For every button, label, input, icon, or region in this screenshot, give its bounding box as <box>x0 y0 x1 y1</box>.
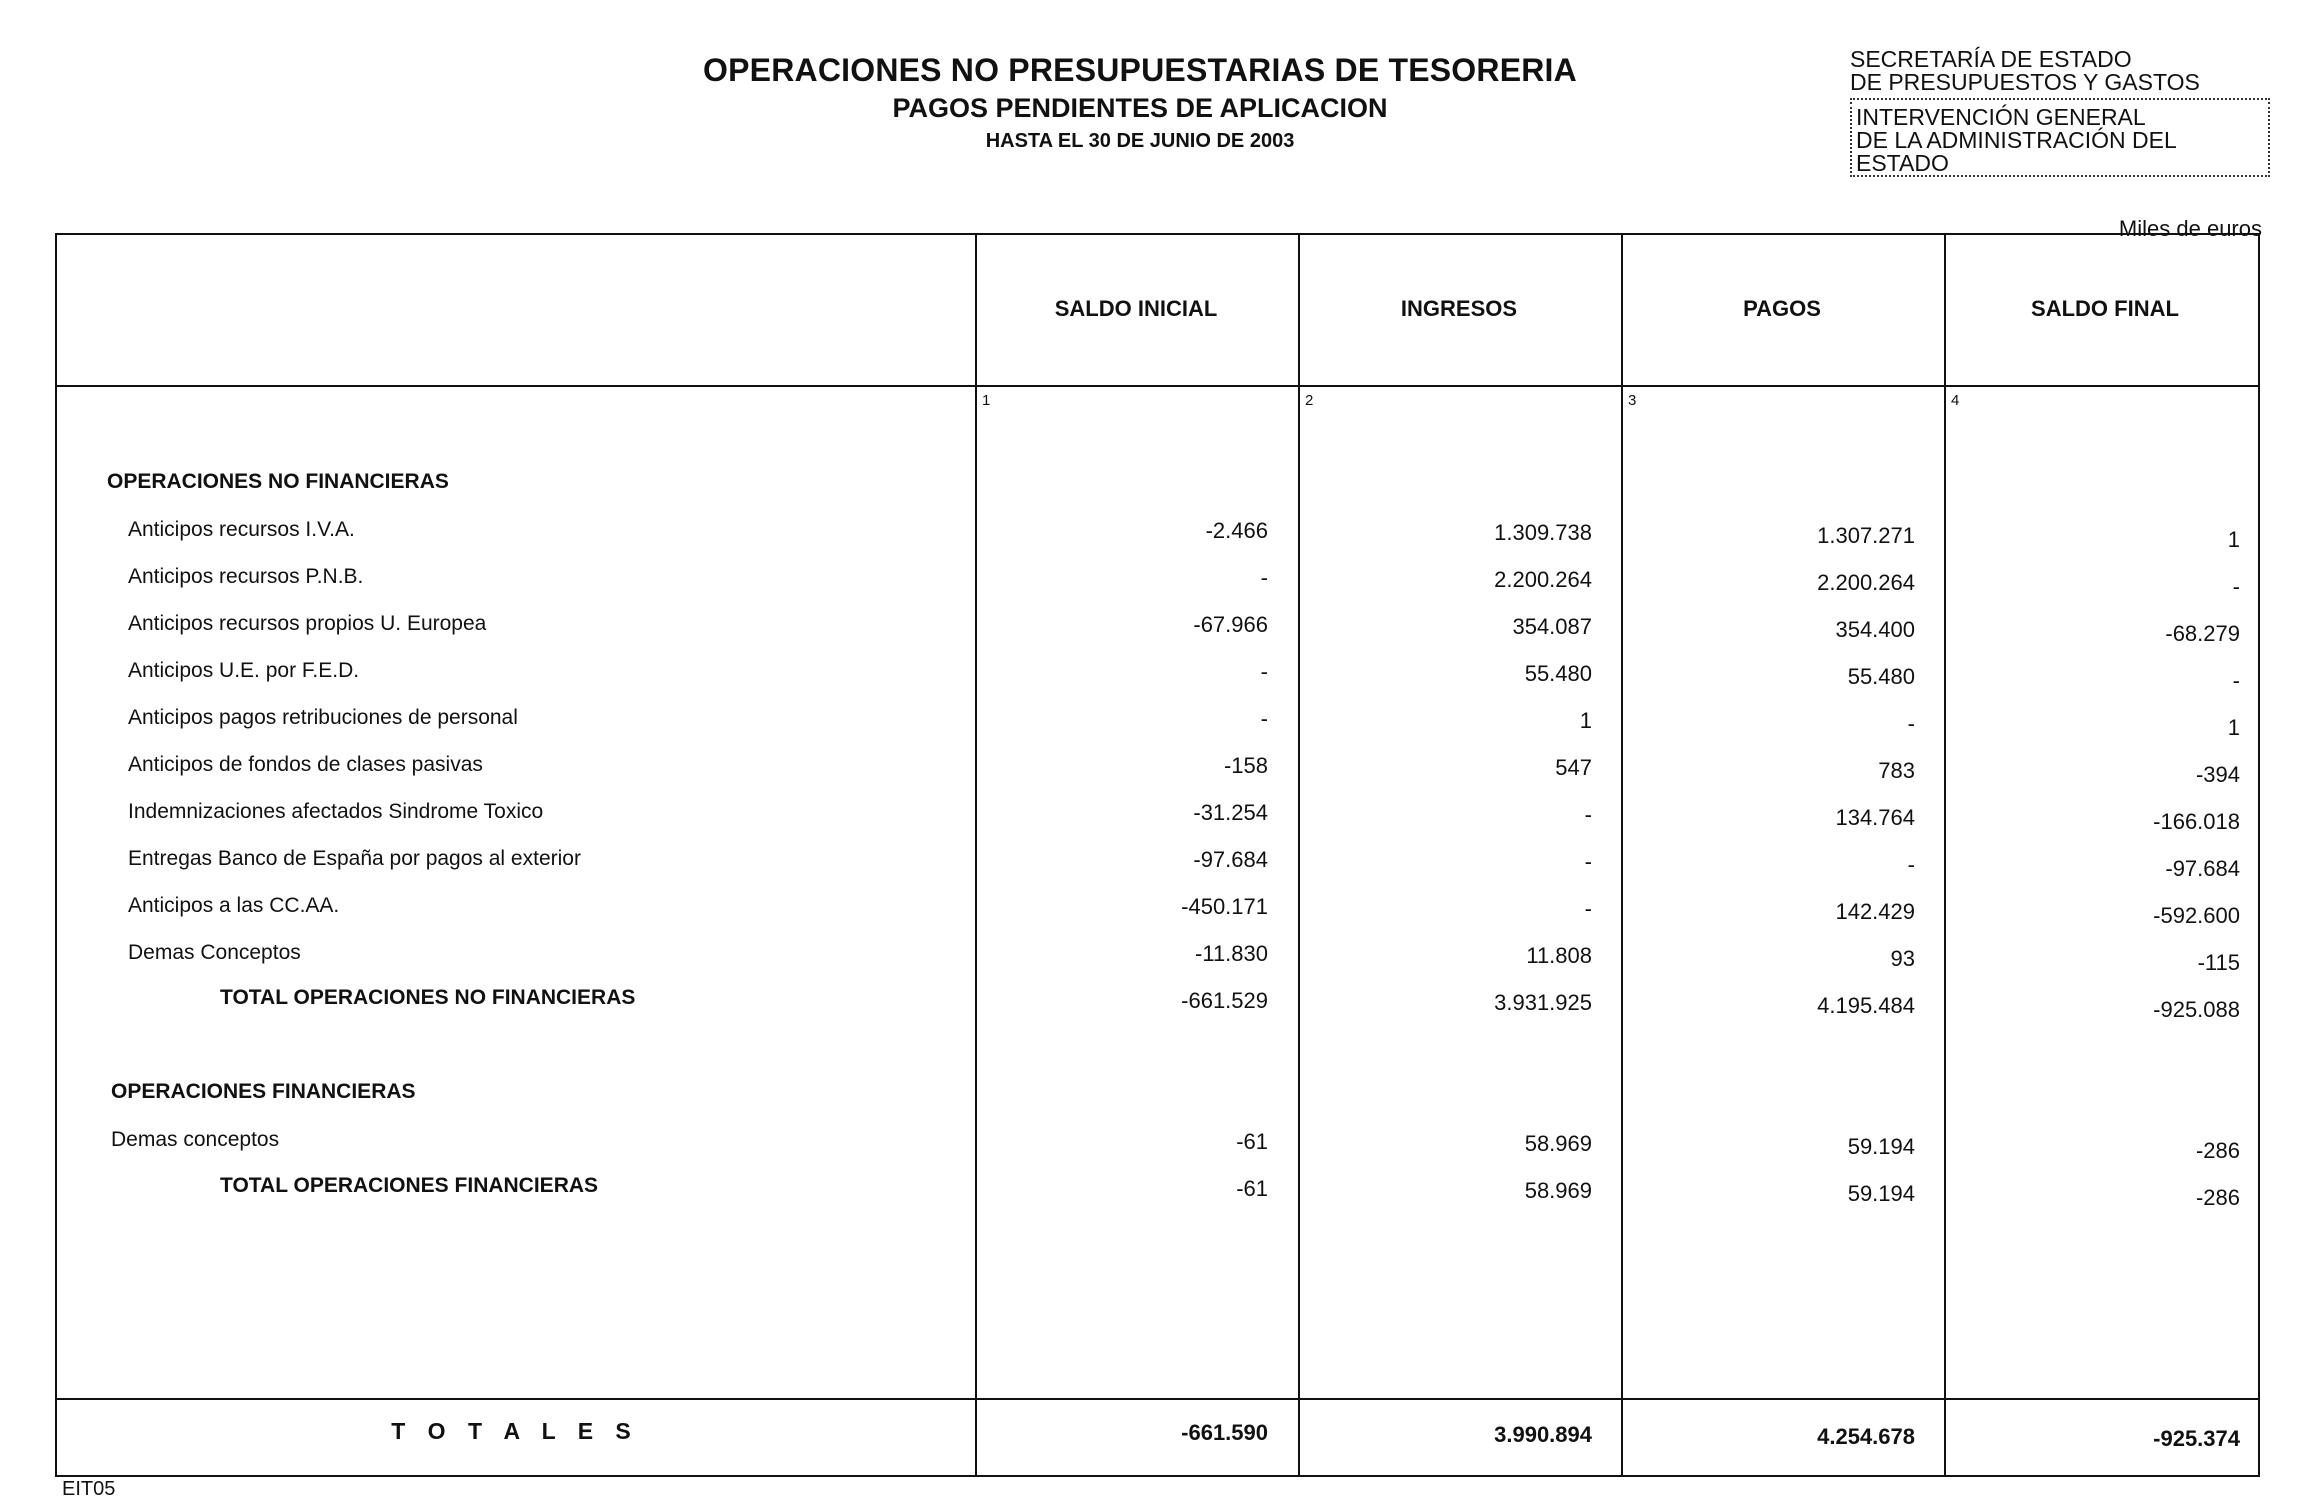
subtotal-label: TOTAL OPERACIONES FINANCIERAS <box>220 1174 599 1197</box>
cell-pagos: 134.764 <box>1835 805 1915 830</box>
row-label: Anticipos pagos retribuciones de personal <box>128 706 518 729</box>
cell-saldo-final: -592.600 <box>2153 903 2240 928</box>
cell-ingresos: - <box>1584 896 1592 921</box>
column-header-ingresos: INGRESOS <box>1400 296 1518 321</box>
column-header-pagos: PAGOS <box>1743 296 1821 321</box>
report-title: OPERACIONES NO PRESUPUESTARIAS DE TESORERIA <box>703 52 1577 88</box>
cell-saldo-final: - <box>2232 574 2240 599</box>
subtotal-label: TOTAL OPERACIONES NO FINANCIERAS <box>220 986 636 1009</box>
cell-ingresos: 3.931.925 <box>1494 990 1592 1015</box>
cell-pagos: 93 <box>1890 946 1915 971</box>
org-line-2: DE PRESUPUESTOS Y GASTOS <box>1850 71 2270 100</box>
row-label: Anticipos U.E. por F.E.D. <box>128 659 360 682</box>
cell-ingresos: 354.087 <box>1512 614 1592 639</box>
cell-pagos: - <box>1907 852 1915 877</box>
cell-saldo-final: -286 <box>2195 1185 2240 1210</box>
total-pagos: 4.254.678 <box>1817 1424 1915 1449</box>
cell-ingresos: 58.969 <box>1524 1131 1592 1156</box>
cell-saldo-final: - <box>2232 668 2240 693</box>
org-subunit-box <box>1850 102 2270 177</box>
total-saldo-inicial: -661.590 <box>1181 1420 1268 1445</box>
cell-ingresos: 547 <box>1555 755 1592 780</box>
cell-saldo-final: -286 <box>2195 1138 2240 1163</box>
cell-saldo-final: -166.018 <box>2153 809 2240 834</box>
cell-pagos: - <box>1907 711 1915 736</box>
row-label: Anticipos recursos I.V.A. <box>128 518 355 541</box>
cell-saldo-final: -394 <box>2195 762 2240 787</box>
cell-pagos: 55.480 <box>1847 664 1915 689</box>
cell-saldo-inicial: -2.466 <box>1205 518 1268 543</box>
cell-saldo-inicial: -158 <box>1223 753 1268 778</box>
row-label: Anticipos a las CC.AA. <box>128 894 340 917</box>
cell-saldo-inicial: -11.830 <box>1195 941 1268 966</box>
row-label: Anticipos recursos propios U. Europea <box>128 612 487 635</box>
column-number: 2 <box>1305 392 1314 409</box>
cell-pagos: 783 <box>1878 758 1915 783</box>
section-heading: OPERACIONES NO FINANCIERAS <box>107 470 449 493</box>
cell-saldo-inicial: -61 <box>1236 1129 1268 1154</box>
column-divider <box>1621 233 1623 1477</box>
cell-ingresos: 1.309.738 <box>1494 520 1592 545</box>
cell-pagos: 142.429 <box>1835 899 1915 924</box>
cell-saldo-inicial: -97.684 <box>1193 847 1268 872</box>
section-heading: OPERACIONES FINANCIERAS <box>111 1080 416 1103</box>
cell-ingresos: - <box>1584 849 1592 874</box>
cell-ingresos: 1 <box>1579 708 1592 733</box>
cell-pagos: 2.200.264 <box>1817 570 1915 595</box>
report-period: HASTA EL 30 DE JUNIO DE 2003 <box>985 130 1295 152</box>
cell-ingresos: 2.200.264 <box>1494 567 1592 592</box>
cell-saldo-final: -925.088 <box>2153 997 2240 1022</box>
totals-rule <box>55 1398 2260 1400</box>
column-divider <box>1944 233 1946 1477</box>
cell-saldo-inicial: - <box>1260 565 1268 590</box>
column-number: 4 <box>1951 392 1960 409</box>
cell-saldo-inicial: - <box>1260 706 1268 731</box>
column-divider <box>1298 233 1300 1477</box>
cell-saldo-inicial: -61 <box>1236 1176 1268 1201</box>
row-label: Demas Conceptos <box>128 941 301 964</box>
column-header-saldo-final: SALDO FINAL <box>2031 296 2179 321</box>
cell-pagos: 59.194 <box>1847 1181 1915 1206</box>
cell-ingresos: 55.480 <box>1524 661 1592 686</box>
org-line-3: INTERVENCIÓN GENERAL <box>1856 104 2146 130</box>
total-ingresos: 3.990.894 <box>1494 1422 1592 1447</box>
column-number: 3 <box>1628 392 1637 409</box>
cell-saldo-final: -68.279 <box>2165 621 2240 646</box>
cell-saldo-inicial: -67.966 <box>1193 612 1268 637</box>
org-line-1: SECRETARÍA DE ESTADO <box>1850 46 2132 72</box>
cell-pagos: 1.307.271 <box>1817 523 1915 548</box>
cell-saldo-final: -97.684 <box>2165 856 2240 881</box>
totals-label: T O T A L E S <box>391 1418 639 1444</box>
cell-saldo-inicial: -661.529 <box>1181 988 1268 1013</box>
document-code: EIT05 <box>62 1478 116 1500</box>
report-header <box>640 52 1640 153</box>
cell-saldo-final: -115 <box>2197 950 2240 975</box>
cell-pagos: 59.194 <box>1847 1134 1915 1159</box>
row-label: Entregas Banco de España por pagos al exterior <box>128 847 581 870</box>
header-rule <box>55 385 2260 387</box>
row-label: Anticipos recursos P.N.B. <box>128 565 364 588</box>
column-header-saldo-inicial: SALDO INICIAL <box>1054 296 1218 321</box>
report-subtitle: PAGOS PENDIENTES DE APLICACION <box>892 93 1388 123</box>
column-number: 1 <box>982 392 991 409</box>
cell-saldo-inicial: -31.254 <box>1193 800 1268 825</box>
cell-saldo-inicial: - <box>1260 659 1268 684</box>
total-saldo-final: -925.374 <box>2153 1426 2240 1451</box>
column-divider <box>975 233 977 1477</box>
row-label: Indemnizaciones afectados Sindrome Toxico <box>128 800 544 823</box>
org-line-4: DE LA ADMINISTRACIÓN DEL ESTADO <box>1856 127 2176 176</box>
cell-pagos: 354.400 <box>1835 617 1915 642</box>
cell-ingresos: 11.808 <box>1526 943 1592 968</box>
cell-saldo-final: 1 <box>2227 527 2240 552</box>
cell-ingresos: - <box>1584 802 1592 827</box>
cell-saldo-inicial: -450.171 <box>1181 894 1268 919</box>
row-label: Anticipos de fondos de clases pasivas <box>128 753 483 776</box>
row-label: Demas conceptos <box>111 1128 280 1151</box>
cell-saldo-final: 1 <box>2227 715 2240 740</box>
units-label: Miles de euros <box>2118 216 2262 241</box>
cell-pagos: 4.195.484 <box>1817 993 1915 1018</box>
cell-ingresos: 58.969 <box>1524 1178 1592 1203</box>
organization-block <box>1850 48 2270 177</box>
